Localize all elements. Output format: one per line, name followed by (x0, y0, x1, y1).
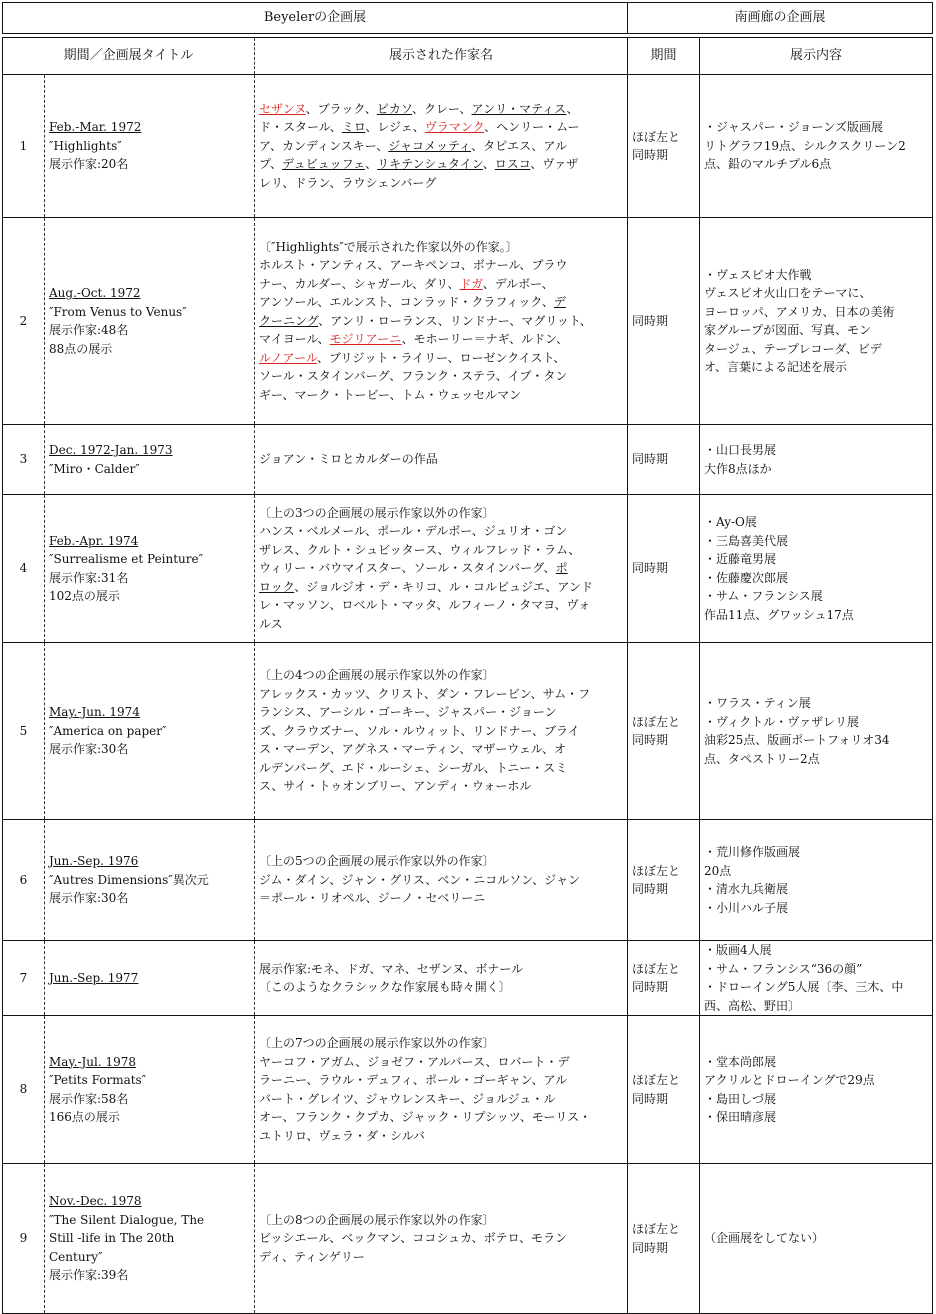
artist-text: 、ブラック、 (305, 101, 377, 116)
minami-content-line: ・荒川修作版画展 (704, 845, 801, 859)
exhibition-info-line: 展示作家:30名 (49, 742, 129, 757)
minami-content-line: ・ヴェスビオ大作戦 (704, 267, 812, 282)
exhibition-date: Aug.-Oct. 1972 (49, 286, 141, 300)
artist-line (259, 1034, 623, 1053)
artist-text: 、 (482, 157, 495, 172)
minami-content-line: ・島田しづ展 (704, 1091, 777, 1106)
minami-period (628, 75, 700, 218)
minami-period-line: 同時期 (632, 733, 669, 747)
header-row (3, 3, 933, 34)
row-number: 6 (3, 820, 45, 941)
minami-period-line: ほぼ左と (632, 714, 681, 729)
minami-content-line: ・保田晴彦展 (704, 1110, 777, 1124)
artist-text: バート・グレイツ、ジャウレンスキー、ジョルジュ・ル (259, 1091, 556, 1106)
table-row (3, 425, 933, 495)
minami-content (700, 495, 933, 643)
minami-content-line: ・ジャスパー・ジョーンズ版画展 (704, 120, 883, 135)
artist-text: ギー、マーク・トービー、トム・ウェッセルマン (259, 387, 522, 402)
minami-content-line: ヴェスビオ火山口をテーマに、 (704, 286, 872, 300)
underlined-artist: ロスコ (494, 157, 531, 172)
period-title-header: 期間／企画展タイトル (3, 38, 255, 75)
artist-text: 、ヘンリー・ムー (484, 120, 580, 135)
row-number: 3 (3, 425, 45, 495)
underlined-artist: アンリ・マティス (471, 101, 567, 116)
artist-text: 〔このようなクラシックな作家展も時々開く〕 (259, 980, 511, 994)
artist-text: 、レジェ、 (365, 120, 425, 135)
artist-text: ナー、カルダー、シャガール、ダリ、 (259, 276, 460, 291)
exhibition-period-title (45, 425, 255, 495)
minami-period-line: 同時期 (632, 1240, 669, 1255)
table-row (3, 643, 933, 820)
minami-header: 南画廊の企画展 (628, 3, 933, 34)
minami-content-line: ・山口長男展 (704, 443, 777, 457)
highlighted-artist: ドガ (459, 276, 483, 291)
table-row (3, 495, 933, 643)
exhibition-date: Jun.-Sep. 1977 (49, 970, 139, 985)
table-row (3, 75, 933, 218)
artist-text: 、クレー、 (412, 101, 472, 116)
artist-text: ド・スタール、 (259, 120, 342, 135)
exhibition-date: Jun.-Sep. 1976 (49, 854, 139, 869)
artist-line (259, 293, 623, 312)
minami-content-line: ・佐藤慶次郎展 (704, 570, 789, 585)
exhibition-period-title (45, 1016, 255, 1164)
artist-text: ソール・スタインバーグ、フランク・ステラ、イブ・タン (259, 369, 568, 384)
artist-text: 、アンリ・ローランス、リンドナー、マグリット、 (318, 313, 592, 328)
artist-text: ラーニー、ラウル・デュフィ、ポール・ゴーギャン、アル (259, 1073, 568, 1087)
minami-period (628, 1016, 700, 1164)
artist-line (259, 578, 623, 597)
artist-text: ハンス・ベルメール、ポール・デルボー、ジュリオ・ゴン (259, 524, 568, 539)
exhibition-info-line: ″The Silent Dialogue, The (49, 1212, 205, 1227)
artist-text: 、ヴァザ (530, 157, 579, 172)
artist-line (259, 312, 623, 331)
artist-text: レリ、ドラン、ラウシェンバーグ (259, 175, 437, 190)
exhibition-info-line: ″Autres Dimensions″異次元 (49, 872, 209, 887)
artist-text: 〔上の3つの企画展の展示作家以外の作家〕 (259, 505, 495, 520)
artist-line (259, 100, 623, 119)
exhibition-period-title (45, 218, 255, 425)
artist-text: 、モホーリー＝ナギ、ルドン、 (401, 332, 569, 347)
period-header: 期間 (628, 38, 700, 75)
artist-text: ディ、ティンゲリー (259, 1249, 365, 1264)
artist-line (259, 504, 623, 523)
artist-text: 〔上の5つの企画展の展示作家以外の作家〕 (259, 854, 495, 869)
artist-line (259, 137, 623, 156)
artist-text: 、デルボー、 (482, 276, 554, 291)
minami-content-line: 大作8点ほか (704, 461, 772, 476)
exhibition-info-line: 展示作家:20名 (49, 157, 129, 172)
exhibition-period-title (45, 820, 255, 941)
artist-line (259, 559, 623, 578)
minami-content (700, 1164, 933, 1314)
artist-text: ルデンバーグ、エド・ルーシェ、シーガル、トニー・スミ (259, 760, 568, 775)
minami-content-line: タージュ、テープレコーダ、ビデ (704, 341, 882, 356)
minami-content-line: 西、高松、野田〕 (704, 998, 801, 1013)
artist-line (259, 703, 623, 722)
artist-line (259, 1053, 623, 1072)
exhibition-info-line: 展示作家:39名 (49, 1268, 129, 1283)
artist-line (259, 1229, 623, 1248)
minami-content-line: ・堂本尚郎展 (704, 1054, 777, 1069)
minami-content-line: 点、タペストリー2点 (704, 751, 820, 766)
artist-line (259, 1090, 623, 1109)
minami-period-line: 同時期 (632, 148, 669, 162)
minami-content-line: 作品11点、グワッシュ17点 (704, 607, 854, 622)
table-row (3, 1016, 933, 1164)
artist-line (259, 871, 623, 890)
exhibition-info-line: 展示作家:31名 (49, 570, 129, 585)
minami-content-line: ・ドローイング5人展〔李、三木、中 (704, 980, 904, 994)
artist-list (255, 75, 628, 218)
artist-text: ルス (259, 616, 283, 631)
minami-content-line: ・ワラス・ティン展 (704, 696, 811, 710)
artist-line (259, 174, 623, 193)
exhibition-info-line: 102点の展示 (49, 589, 120, 603)
artist-text: 、ブリジット・ライリー、ローゼンクイスト、 (316, 350, 566, 365)
artist-text: ア、カンディンスキー、 (259, 138, 389, 153)
exhibition-info-line: ″Surrealisme et Peinture″ (49, 552, 204, 566)
artist-line (259, 596, 623, 615)
minami-content (700, 820, 933, 941)
minami-content-line: ・版画4人展 (704, 943, 772, 957)
exhibition-info-line: 展示作家:48名 (49, 323, 129, 337)
row-number: 7 (3, 941, 45, 1016)
minami-content-line: ・Ay-O展 (704, 515, 757, 529)
artist-line (259, 275, 623, 294)
minami-period (628, 820, 700, 941)
highlighted-artist: ヴラマンク (424, 120, 485, 135)
artist-text: ス・マーデン、アグネス・マーティン、マザーウェル、オ (259, 742, 566, 757)
minami-content-line: ・ヴィクトル・ヴァザレリ展 (704, 714, 859, 729)
exhibition-table (2, 2, 933, 1314)
minami-period-line: ほぼ左と (632, 863, 681, 878)
artist-text: ランシス、アーシル・ゴーキー、ジャスパー・ジョーン (259, 705, 557, 720)
artist-line (259, 330, 623, 349)
table-row (3, 941, 933, 1016)
minami-content-line: （企画展をしてない） (704, 1231, 825, 1246)
artist-line (259, 450, 623, 469)
minami-content-line: 点、鉛のマルチプル6点 (704, 157, 832, 172)
artist-text: オー、フランク・クプカ、ジャック・リプシッツ、モーリス・ (259, 1110, 592, 1124)
minami-period-line: 同時期 (632, 313, 669, 328)
minami-content-line: ・サム・フランシス展 (704, 589, 823, 603)
minami-content-line: ・三島喜美代展 (704, 533, 789, 548)
exhibition-info-line: Century″ (49, 1249, 103, 1264)
table-row (3, 1164, 933, 1314)
artist-text: 〔上の4つの企画展の展示作家以外の作家〕 (259, 668, 495, 683)
minami-content-line: 家グループが図面、写真、モン (704, 323, 872, 337)
minami-period-line: 同時期 (632, 561, 669, 576)
artist-text: ユトリロ、ヴェラ・ダ・シルバ (259, 1128, 425, 1143)
minami-period (628, 495, 700, 643)
artist-line (259, 155, 623, 174)
artist-list (255, 941, 628, 1016)
artist-list (255, 820, 628, 941)
row-number: 8 (3, 1016, 45, 1164)
artist-text: 、ジョルジオ・デ・キリコ、ル・コルビュジエ、アンド (294, 579, 593, 594)
artist-list (255, 1164, 628, 1314)
minami-content-line: ・近藤竜男展 (704, 552, 777, 566)
artist-text: プ、 (259, 157, 283, 172)
minami-period-line: 同時期 (632, 882, 669, 896)
artist-text: 、 (566, 101, 579, 116)
artist-line (259, 349, 623, 368)
artist-line (259, 1108, 623, 1127)
minami-period-line: 同時期 (632, 980, 669, 994)
exhibition-period-title (45, 643, 255, 820)
artist-text: 〔上の7つの企画展の展示作家以外の作家〕 (259, 1036, 495, 1050)
artist-line (259, 740, 623, 759)
artist-line (259, 685, 623, 704)
exhibition-period-title (45, 941, 255, 1016)
artist-list (255, 643, 628, 820)
minami-content (700, 941, 933, 1016)
minami-period-line: 同時期 (632, 452, 669, 467)
minami-content-line: ・小川ハル子展 (704, 900, 789, 915)
table-row (3, 218, 933, 425)
artist-text: ス、サイ・トゥオンブリー、アンディ・ウォーホル (259, 779, 532, 794)
artist-text: マイヨール、 (259, 332, 330, 347)
artist-text: ホルスト・アンティス、アーキペンコ、ボナール、ブラウ (259, 258, 568, 273)
row-number: 9 (3, 1164, 45, 1314)
artist-line (259, 238, 623, 257)
content-header: 展示内容 (700, 38, 933, 75)
minami-period (628, 1164, 700, 1314)
exhibition-info-line: ″From Venus to Venus″ (49, 304, 187, 319)
artist-text: 〔″Highlights″で展示された作家以外の作家。〕 (259, 239, 518, 254)
artist-text: 、 (365, 157, 378, 172)
underlined-artist: デュビュッフェ (282, 157, 366, 172)
exhibition-period-title (45, 495, 255, 643)
artist-text: レ・マッソン、ロベルト・マッタ、ルフィーノ・タマヨ、ヴォ (259, 598, 591, 613)
exhibition-info-line: Still -life in The 20th (49, 1231, 175, 1246)
artist-list (255, 495, 628, 643)
artist-text: アレックス・カッツ、クリスト、ダン・フレービン、サム・フ (259, 686, 591, 701)
artist-list (255, 425, 628, 495)
artist-line (259, 889, 623, 908)
minami-content-line: ・清水九兵衛展 (704, 882, 789, 896)
exhibition-date: Dec. 1972-Jan. 1973 (49, 443, 173, 457)
minami-content-line: アクリルとドローイングで29点 (704, 1073, 875, 1087)
artist-text: ＝ポール・リオペル、ジーノ・セベリーニ (259, 891, 486, 906)
artist-line (259, 118, 623, 137)
artist-line (259, 1127, 623, 1146)
underlined-artist: デ (553, 295, 566, 310)
minami-content (700, 1016, 933, 1164)
exhibition-date: Feb.-Apr. 1974 (49, 533, 139, 548)
minami-period-line: ほぼ左と (632, 129, 681, 144)
minami-content (700, 643, 933, 820)
minami-period-line: 同時期 (632, 1091, 669, 1106)
row-number: 2 (3, 218, 45, 425)
table-row (3, 820, 933, 941)
minami-period (628, 425, 700, 495)
artists-header: 展示された作家名 (255, 38, 628, 75)
artist-line (259, 666, 623, 685)
exhibition-date: May.-Jun. 1974 (49, 705, 140, 720)
artist-text: ビッシエール、ベックマン、ココシュカ、ボテロ、モラン (259, 1231, 568, 1246)
artist-text: ヤーコフ・アガム、ジョゼフ・アルバース、ロバート・デ (259, 1054, 570, 1069)
artist-line (259, 256, 623, 275)
highlighted-artist: セザンヌ (259, 101, 306, 116)
artist-text: ジム・ダイン、ジャン・グリス、ベン・ニコルソン、ジャン (259, 872, 581, 887)
subheader-row (3, 38, 933, 75)
artist-text: ジョアン・ミロとカルダーの作品 (259, 452, 438, 467)
artist-line (259, 978, 623, 997)
minami-content-line: 油彩25点、版画ポートフォリオ34 (704, 733, 890, 747)
exhibition-date: Nov.-Dec. 1978 (49, 1194, 142, 1209)
artist-text: ズ、クラウズナー、ソル・ルウィット、リンドナー、ブライ (259, 723, 580, 738)
exhibition-info-line: ″America on paper″ (49, 723, 167, 738)
beyeler-header: Beyelerの企画展 (3, 3, 628, 34)
highlighted-artist: モジリアーニ (329, 332, 402, 347)
underlined-artist: ロック (259, 579, 295, 594)
minami-content-line: ・サム・フランシス“36の顔” (704, 961, 863, 976)
minami-period-line: ほぼ左と (632, 1073, 681, 1087)
highlighted-artist: ルノアール (259, 350, 317, 365)
artist-text: ウィリー・バウマイスター、ソール・スタインバーグ、 (259, 561, 556, 576)
artist-line (259, 852, 623, 871)
artist-line (259, 1211, 623, 1230)
artist-text: ザレス、クルト・シュビッタース、ウィルフレッド・ラム、 (259, 542, 581, 557)
artist-line (259, 541, 623, 560)
artist-line (259, 1071, 623, 1090)
exhibition-info-line: 88点の展示 (49, 341, 113, 356)
artist-line (259, 722, 623, 741)
minami-content-line: 20点 (704, 863, 732, 878)
minami-period-line: ほぼ左と (632, 961, 681, 976)
row-number: 1 (3, 75, 45, 218)
exhibition-info-line: 展示作家:58名 (49, 1091, 129, 1106)
artist-text: アンソール、エルンスト、コンラッド・クラフィック、 (259, 295, 554, 310)
minami-content-line: オ、言葉による記述を展示 (704, 360, 847, 374)
exhibition-date: Feb.-Mar. 1972 (49, 120, 142, 135)
artist-line (259, 386, 623, 405)
minami-content-line: リトグラフ19点、シルクスクリーン2 (704, 138, 906, 153)
artist-line (259, 1248, 623, 1267)
underlined-artist: リキテンシュタイン (377, 157, 483, 172)
exhibition-info-line: 166点の展示 (49, 1110, 120, 1124)
minami-content (700, 75, 933, 218)
artist-text: 、タピエス、アル (471, 138, 567, 153)
artist-text: 展示作家:モネ、ドガ、マネ、セザンヌ、ボナール (259, 961, 524, 976)
exhibition-period-title (45, 75, 255, 218)
artist-line (259, 777, 623, 796)
row-number: 5 (3, 643, 45, 820)
exhibition-date: May.-Jul. 1978 (49, 1054, 137, 1069)
minami-content-line: ヨーロッパ、アメリカ、日本の美術 (704, 304, 895, 319)
minami-period (628, 643, 700, 820)
exhibition-period-title (45, 1164, 255, 1314)
artist-text: 〔上の8つの企画展の展示作家以外の作家〕 (259, 1212, 495, 1227)
underlined-artist: ピカソ (376, 101, 413, 116)
artist-line (259, 522, 623, 541)
exhibition-info-line: ″Petits Formats″ (49, 1073, 147, 1087)
exhibition-info-line: ″Miro・Calder″ (49, 461, 140, 476)
underlined-artist: ジャコメッティ (388, 138, 472, 153)
minami-period (628, 941, 700, 1016)
artist-list (255, 1016, 628, 1164)
exhibition-info-line: 展示作家:30名 (49, 891, 129, 906)
minami-period-line: ほぼ左と (632, 1222, 681, 1236)
artist-line (259, 759, 623, 778)
artist-line (259, 960, 623, 979)
underlined-artist: ミロ (341, 120, 366, 135)
underlined-artist: ポ (555, 561, 568, 576)
minami-content (700, 218, 933, 425)
artist-list (255, 218, 628, 425)
artist-line (259, 367, 623, 386)
artist-line (259, 615, 623, 634)
underlined-artist: クーニング (259, 313, 319, 328)
exhibition-info-line: ″Highlights″ (49, 138, 122, 153)
minami-period (628, 218, 700, 425)
row-number: 4 (3, 495, 45, 643)
minami-content (700, 425, 933, 495)
